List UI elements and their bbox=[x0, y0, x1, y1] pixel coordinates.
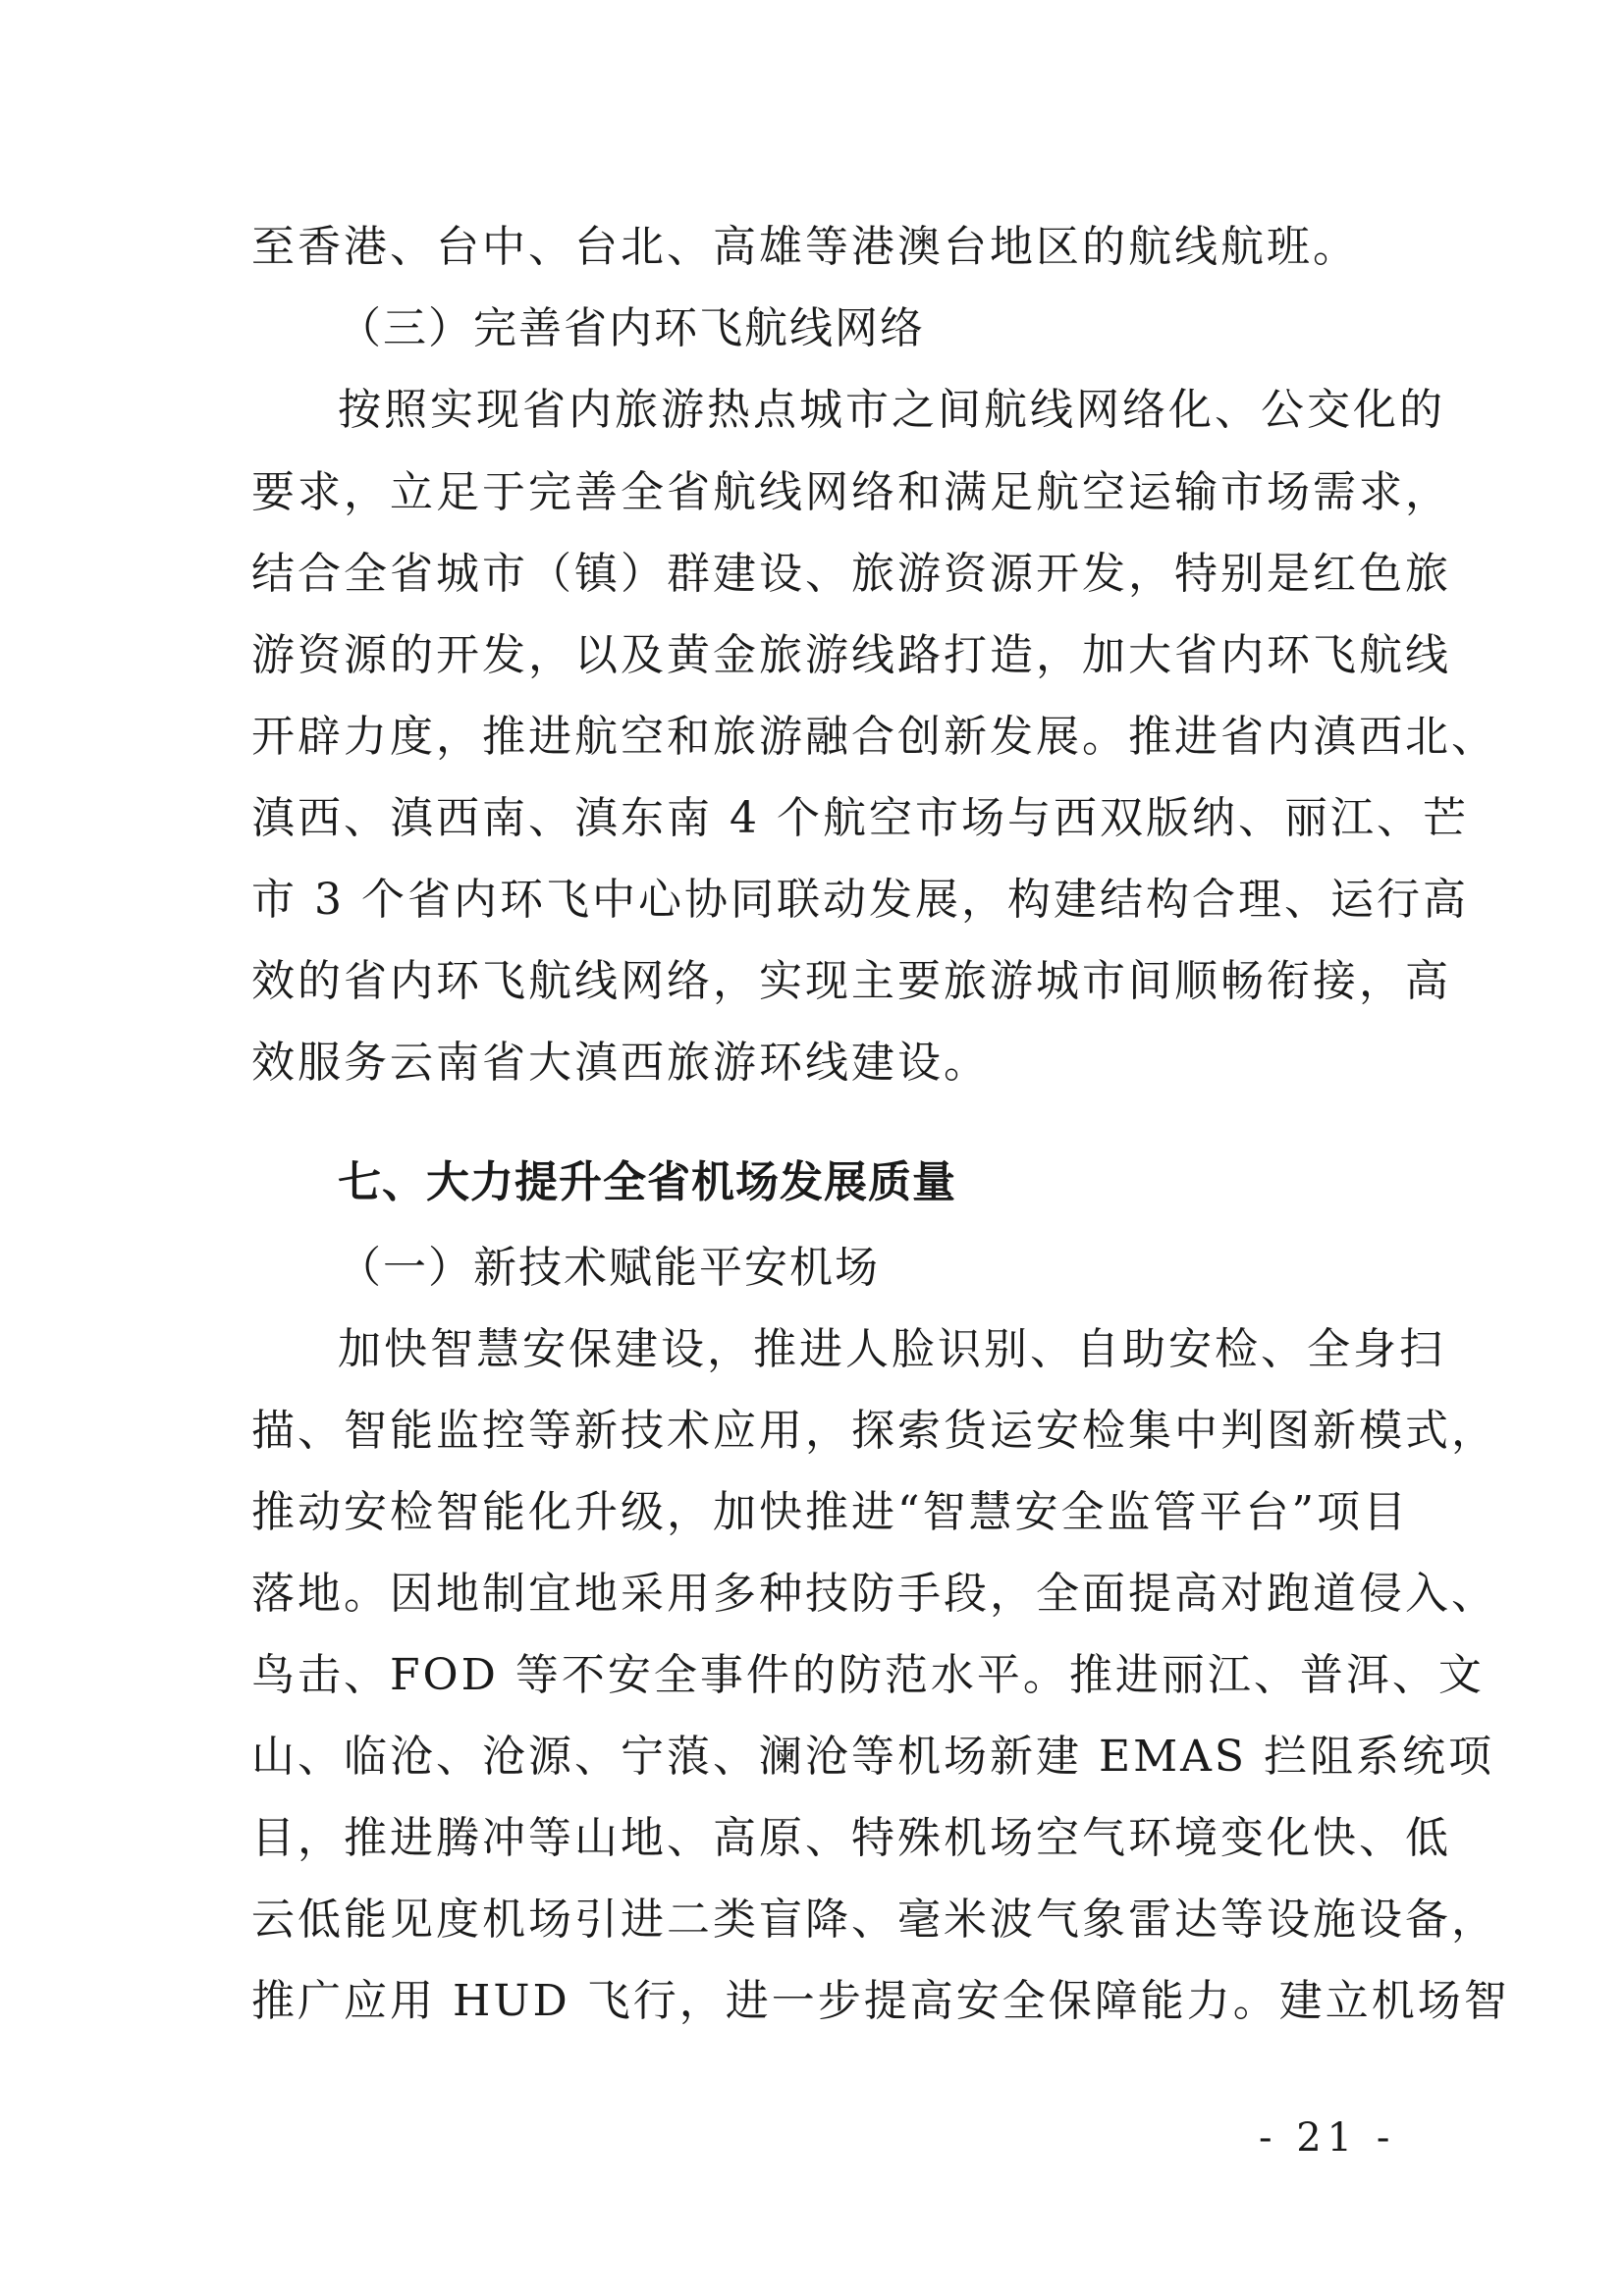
body-text-line: 游资源的开发，以及黄金旅游线路打造，加大省内环飞航线 bbox=[251, 630, 1451, 680]
body-text-line: 山、临沧、沧源、宁蒗、澜沧等机场新建 EMAS 拦阻系统项 bbox=[251, 1732, 1495, 1782]
section-subheading: （三）完善省内环飞航线网络 bbox=[338, 303, 925, 353]
body-text-line: 推广应用 HUD 飞行，进一步提高安全保障能力。建立机场智 bbox=[251, 1976, 1510, 2026]
body-text-line: 滇西、滇西南、滇东南 4 个航空市场与西双版纳、丽江、芒 bbox=[251, 793, 1469, 843]
body-text-line: 云低能见度机场引进二类盲降、毫米波气象雷达等设施设备， bbox=[251, 1895, 1497, 1945]
body-text-line: 市 3 个省内环飞中心协同联动发展，构建结构合理、运行高 bbox=[251, 875, 1469, 925]
body-text-line: 鸟击、FOD 等不安全事件的防范水平。推进丽江、普洱、文 bbox=[251, 1650, 1485, 1700]
body-text-line: 落地。因地制宜地采用多种技防手段，全面提高对跑道侵入、 bbox=[251, 1569, 1497, 1619]
page-number: - 21 - bbox=[1259, 2115, 1396, 2161]
body-text-line: 目，推进腾冲等山地、高原、特殊机场空气环境变化快、低 bbox=[251, 1813, 1451, 1863]
body-text-line: 描、智能监控等新技术应用，探索货运安检集中判图新模式， bbox=[251, 1406, 1497, 1456]
body-text-line: 效服务云南省大滇西旅游环线建设。 bbox=[251, 1038, 990, 1088]
section-heading: 七、大力提升全省机场发展质量 bbox=[338, 1157, 956, 1207]
body-text-line: 开辟力度，推进航空和旅游融合创新发展。推进省内滇西北、 bbox=[251, 712, 1497, 762]
body-text-line: 至香港、台中、台北、高雄等港澳台地区的航线航班。 bbox=[251, 222, 1359, 272]
paragraph-first-line: 加快智慧安保建设，推进人脸识别、自助安检、全身扫 bbox=[338, 1324, 1445, 1374]
body-text-line: 结合全省城市（镇）群建设、旅游资源开发，特别是红色旅 bbox=[251, 549, 1451, 599]
body-text-line: 效的省内环飞航线网络，实现主要旅游城市间顺畅衔接，高 bbox=[251, 956, 1451, 1006]
body-text-line: 推动安检智能化升级，加快推进“智慧安全监管平台”项目 bbox=[251, 1487, 1409, 1537]
body-text-line: 要求，立足于完善全省航线网络和满足航空运输市场需求， bbox=[251, 467, 1451, 517]
section-subheading: （一）新技术赋能平安机场 bbox=[338, 1243, 880, 1293]
paragraph-first-line: 按照实现省内旅游热点城市之间航线网络化、公交化的 bbox=[338, 385, 1445, 435]
